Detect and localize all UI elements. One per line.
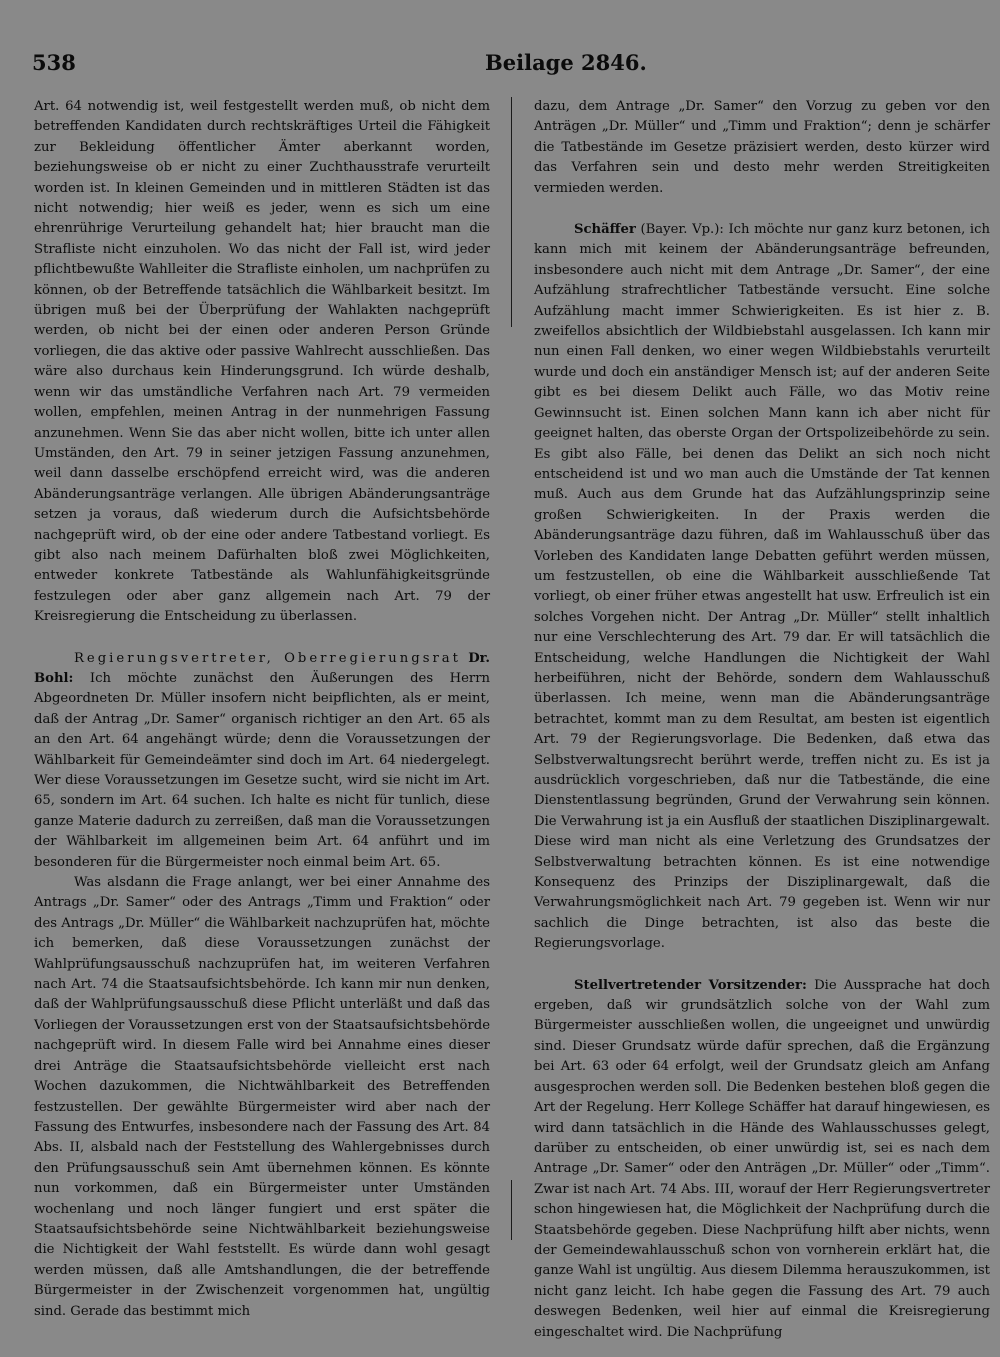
speaker-name: Schäffer bbox=[574, 222, 636, 238]
page-number: 538 bbox=[32, 50, 76, 75]
speech-text: Ich möchte zunächst den Äußerungen des Herrn Abgeordneten Dr. Müller insofern nicht beipflichten, als er meint, daß der Antrag „Dr. Samer“ organisch richtiger an den Art. 65 als an den Art. 64 angehängt würde; denn die Voraussetzungen der Wählbarkeit für Gemeindeämter sind doch im Art. 64 niedergelegt. Wer diese Voraussetzungen im Gesetze sucht, wird sie nicht im Art. 65, sondern im Art. 64 suchen. Ich halte es nicht für tunlich, diese ganze Materie dadurch zu zerreißen, daß man die Voraussetzungen der Wählbarkeit im allgemeinen beim Art. 64 anführt und im besonderen für die Bürgermeister noch einmal beim Art. 65. bbox=[34, 670, 490, 870]
running-title: Beilage 2846. bbox=[485, 50, 647, 75]
paragraph-gap bbox=[534, 955, 990, 976]
speech-text: Ich möchte nur ganz kurz betonen, ich kann mich mit keinem der Abänderungsanträge befreunden, insbesondere auch nicht mit dem Antrage „Dr. Samer“, der eine Aufzählung strafrechtlicher Tatbestände versucht. Eine solche Aufzählung macht immer Schwierigkeiten. Es ist hier z. B. zweifellos absichtlich der Wildbiebstahl ausgelassen. Ich kann mir nun einen Fall denken, wo einer wegen Wildbiebstahls verurteilt wurde und doch ein anständiger Mensch ist; auf der anderen Seite gibt es bei diesem Delikt auch Fälle, wo das Motiv reine Gewinnsucht ist. Einen solchen Mann kann ich aber nicht für geeignet halten, das oberste Organ der Ortspolizeibehörde zu sein. Es gibt also Fälle, bei denen das Delikt an sich noch nicht entscheidend ist und wo man auch die Umstände der Tat kennen muß. Auch aus dem Grunde hat das Aufzählungsprinzip seine großen Schwierigkeiten. In der Praxis werden die Abänderungsanträge dazu führen, daß im Wahlausschuß über das Vorleben des Kandidaten lange Debatten geführt werden müssen, um festzustellen, ob eine die Wählbarkeit ausschließende Tat vorliegt, ob einer früher etwas angestellt hat usw. Erfreulich ist ein solches Vorgehen nicht. Der Antrag „Dr. Müller“ stellt inhaltlich nur eine Verschlechterung des Art. 79 dar. Er will tatsächlich die Entscheidung, welche Handlungen die Nichtigkeit der Wahl herbeiführen, nicht der Behörde, sondern dem Wahlausschuß überlassen. Ich meine, wenn man die Abänderungsanträge betrachtet, kommt man zu dem Resultat, am besten ist eigentlich Art. 79 der Regierungsvorlage. Die Bedenken, daß etwa das Selbstverwaltungsrecht berührt werde, treffen nicht zu. Es ist ja ausdrücklich vorgeschrieben, daß nur die Tatbestände, die eine Dienstentlassung begründen, Grund der Verwahrung sein können. Die Verwahrung ist ja ein Ausfluß der staatlichen Disziplinargewalt. Diese wird man nicht als eine Verletzung des Grundsatzes der Selbstverwaltung betrachten können. Es ist eine notwendige Konsequenz des Prinzips der Disziplinargewalt, daß die Verwahrungsmöglichkeit nach Art. 79 gegeben ist. Wenn wir nur sachlich die Dinge betrachten, ist also das beste die Regierungsvorlage. bbox=[534, 222, 990, 952]
speech-text: Die Aussprache hat doch ergeben, daß wir grundsätzlich solche von der Wahl zum Bürgermeister ausschließen wollen, die ungeeignet und unwürdig sind. Dieser Grundsatz würde dafür sprechen, daß die Ergänzung bei Art. 63 oder 64 erfolgt, weil der Grundsatz gleich am Anfang ausgesprochen werden soll. Die Bedenken bestehen bloß gegen die Art der Regelung. Herr Kollege Schäffer hat darauf hingewiesen, es wird dann tatsächlich in die Hände des Wahlausschusses gelegt, darüber zu entscheiden, ob einer unwürdig ist, sei es nach dem Antrage „Dr. Samer“ oder den Anträgen „Dr. Müller“ oder „Timm“. Zwar ist nach Art. 74 Abs. III, worauf der Herr Regierungsvertreter schon hingewiesen hat, die Möglichkeit der Nachprüfung durch die Staatsbehörde gegeben. Diese Nachprüfung hilft aber nichts, wenn der Gemeindewahlausschuß schon von vornherein erklärt hat, die ganze Wahl ist ungültig. Aus diesem Dilemma herauszukommen, ist nicht ganz leicht. Ich habe gegen die Fassung des Art. 79 auch deswegen Bedenken, weil hier auf einmal die Kreisregierung eingeschaltet wird. Die Nachprüfung bbox=[534, 977, 991, 1340]
speech-vorsitzender bbox=[534, 976, 990, 1343]
page-header bbox=[30, 50, 970, 84]
left-column bbox=[34, 97, 490, 1322]
speaker-role: Regierungsvertreter, Oberregierungsrat bbox=[74, 650, 461, 666]
column-divider bbox=[511, 97, 512, 327]
speaker-name: Stellvertretender Vorsitzender: bbox=[574, 977, 807, 993]
speech-schaeffer bbox=[534, 220, 990, 955]
right-column bbox=[534, 97, 990, 1343]
paragraph: dazu, dem Antrage „Dr. Samer“ den Vorzug zu geben vor den Anträgen „Dr. Müller“ und „Timm und Fraktion“; denn je schärfer die Tatbestände im Gesetze präzisiert werden, desto kürzer wird das Verfahren sein und desto mehr werden Streitigkeiten vermieden werden. bbox=[534, 99, 990, 196]
paragraph-gap bbox=[34, 628, 490, 649]
column-divider bbox=[511, 1180, 512, 1240]
paragraph: Art. 64 notwendig ist, weil festgestellt werden muß, ob nicht dem betreffenden Kandidaten durch rechtskräftiges Urteil die Fähigkeit zur Bekleidung öffentlicher Ämter aberkannt worden, beziehungsweise ob er nicht zu einer Zuchthausstrafe verurteilt worden ist. In kleinen Gemeinden und in mittleren Städten ist das nicht notwendig; hier weiß es jeder, wenn es sich um eine ehrenrührige Verurteilung gehandelt hat; hier braucht man die Strafliste nicht einzuholen. Wo das nicht der Fall ist, wird jeder pflichtbewußte Wahlleiter die Strafliste einholen, um nachprüfen zu können, ob der Betreffende tatsächlich die Wählbarkeit besitzt. Im übrigen muß bei der Überprüfung der Wahlakten nachgeprüft werden, ob nicht bei der einen oder anderen Person Gründe vorliegen, die das aktive oder passive Wahlrecht ausschließen. Das wäre also durchaus kein Hinderungsgrund. Ich würde deshalb, wenn wir das umständliche Verfahren nach Art. 79 vermeiden wollen, empfehlen, meinen Antrag in der nunmehrigen Fassung anzunehmen. Wenn Sie das aber nicht wollen, bitte ich unter allen Umständen, den Art. 79 in seiner jetzigen Fassung anzunehmen, weil dann dasselbe erschöpfend erreicht wird, was die anderen Abänderungsanträge verlangen. Alle übrigen Abänderungsanträge setzen ja voraus, daß wiederum durch die Aufsichtsbehörde nachgeprüft wird, ob der eine oder andere Tatbestand vorliegt. Es gibt also nach meinem Dafürhalten bloß zwei Möglichkeiten, entweder konkrete Tatbestände als Wahlunfähigkeitsgründe festzulegen oder aber ganz allgemein nach Art. 79 der Kreisregierung die Entscheidung zu überlassen. bbox=[34, 99, 490, 625]
speaker-party: (Bayer. Vp.): bbox=[635, 222, 724, 238]
speaker-name: Dr. Bohl: bbox=[34, 650, 490, 686]
speech-regierungsvertreter bbox=[34, 649, 490, 873]
paragraph: Was alsdann die Frage anlangt, wer bei einer Annahme des Antrags „Dr. Samer“ oder des Antrags „Timm und Fraktion“ oder des Antrags „Dr. Müller“ die Wählbarkeit nachzuprüfen hat, möchte ich bemerken, daß diese Voraussetzungen zunächst der Wahlprüfungsausschuß nachzuprüfen hat, im weiteren Verfahren nach Art. 74 die Staatsaufsichtsbehörde. Ich kann mir nun denken, daß der Wahlprüfungsausschuß diese Pflicht unterläßt und daß das Vorliegen der Voraussetzungen erst von der Staatsaufsichtsbehörde nachgeprüft wird. In diesem Falle wird bei Annahme eines dieser drei Anträge die Staatsaufsichtsbehörde vielleicht erst nach Wochen dazukommen, die Nichtwählbarkeit des Betreffenden festzustellen. Der gewählte Bürgermeister wird aber nach der Fassung des Entwurfes, insbesondere nach der Fassung des Art. 84 Abs. II, alsbald nach der Feststellung des Wahlergebnisses durch den Prüfungsausschuß sein Amt übernehmen können. Es könnte nun vorkommen, daß ein Bürgermeister unter Umständen wochenlang und noch länger fungiert und erst später die Staatsaufsichtsbehörde seine Nichtwählbarkeit beziehungsweise die Nichtigkeit der Wahl feststellt. Es würde dann wohl gesagt werden müssen, daß alle Amtshandlungen, die der betreffende Bürgermeister in der Zwischenzeit vorgenommen hat, ungültig sind. Gerade das bestimmt mich bbox=[34, 875, 490, 1319]
paragraph-gap bbox=[534, 199, 990, 220]
